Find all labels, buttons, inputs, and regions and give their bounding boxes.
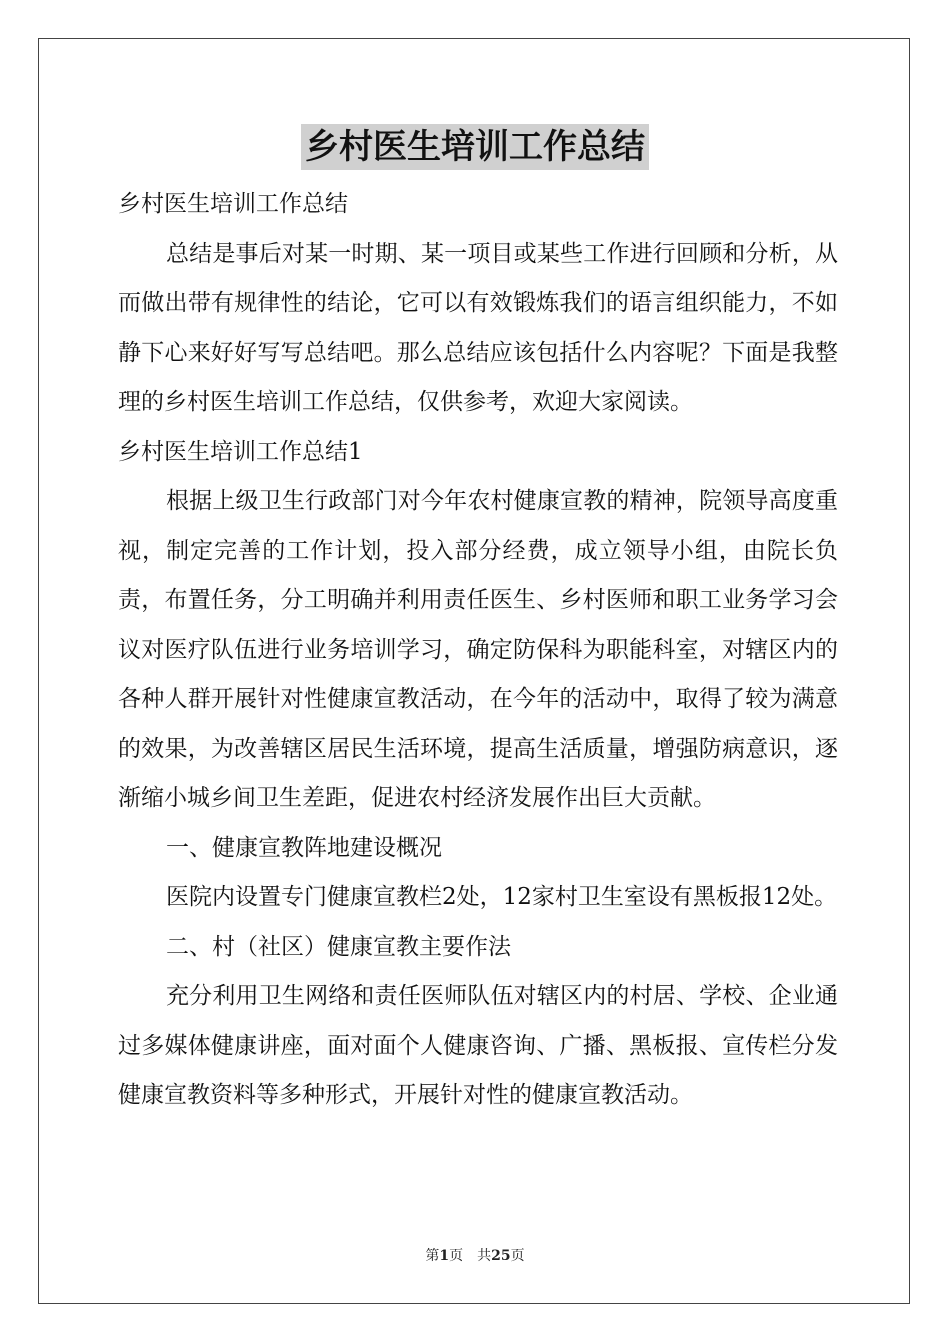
subheading-1: 一、健康宣教阵地建设概况 (166, 834, 442, 861)
body-paragraph-2: 医院内设置专门健康宣教栏2处，12家村卫生室设有黑板报12处。 (166, 884, 838, 910)
document-title: 乡村医生培训工作总结 (301, 124, 649, 170)
footer-prefix: 第 (425, 1248, 440, 1264)
footer-current-page: 1 (439, 1248, 450, 1264)
footer-total-pages: 25 (491, 1248, 511, 1264)
footer-mid: 页 共 (449, 1248, 492, 1264)
document-body (118, 180, 838, 1121)
title-wrap (0, 124, 950, 170)
body-paragraph-3: 充分利用卫生网络和责任医师队伍对辖区内的村居、学校、企业通过多媒体健康讲座，面对面个人健康咨询、广播、黑板报、宣传栏分发健康宣教资料等多种形式，开展针对性的健康宣教活动。 (118, 983, 838, 1108)
subheading-2: 二、村（社区）健康宣教主要作法 (166, 933, 511, 960)
intro-paragraph: 总结是事后对某一时期、某一项目或某些工作进行回顾和分析，从而做出带有规律性的结论，它可以有效锻炼我们的语言组织能力，不如静下心来好好写写总结吧。那么总结应该包括什么内容呢？下面是我整理的乡村医生培训工作总结，仅供参考，欢迎大家阅读。 (118, 240, 838, 415)
footer-suffix: 页 (510, 1248, 525, 1264)
page-footer (0, 1246, 950, 1266)
section-heading-1: 乡村医生培训工作总结1 (118, 438, 363, 465)
body-paragraph-1: 根据上级卫生行政部门对今年农村健康宣教的精神，院领导高度重视，制定完善的工作计划，投入部分经费，成立领导小组，由院长负责，布置任务，分工明确并利用责任医生、乡村医师和职工业务学习会议对医疗队伍进行业务培训学习，确定防保科为职能科室，对辖区内的各种人群开展针对性健康宣教活动，在今年的活动中，取得了较为满意的效果，为改善辖区居民生活环境，提高生活质量，增强防病意识，逐渐缩小城乡间卫生差距，促进农村经济发展作出巨大贡献。 (118, 488, 838, 811)
subtitle-paragraph: 乡村医生培训工作总结 (118, 191, 348, 217)
